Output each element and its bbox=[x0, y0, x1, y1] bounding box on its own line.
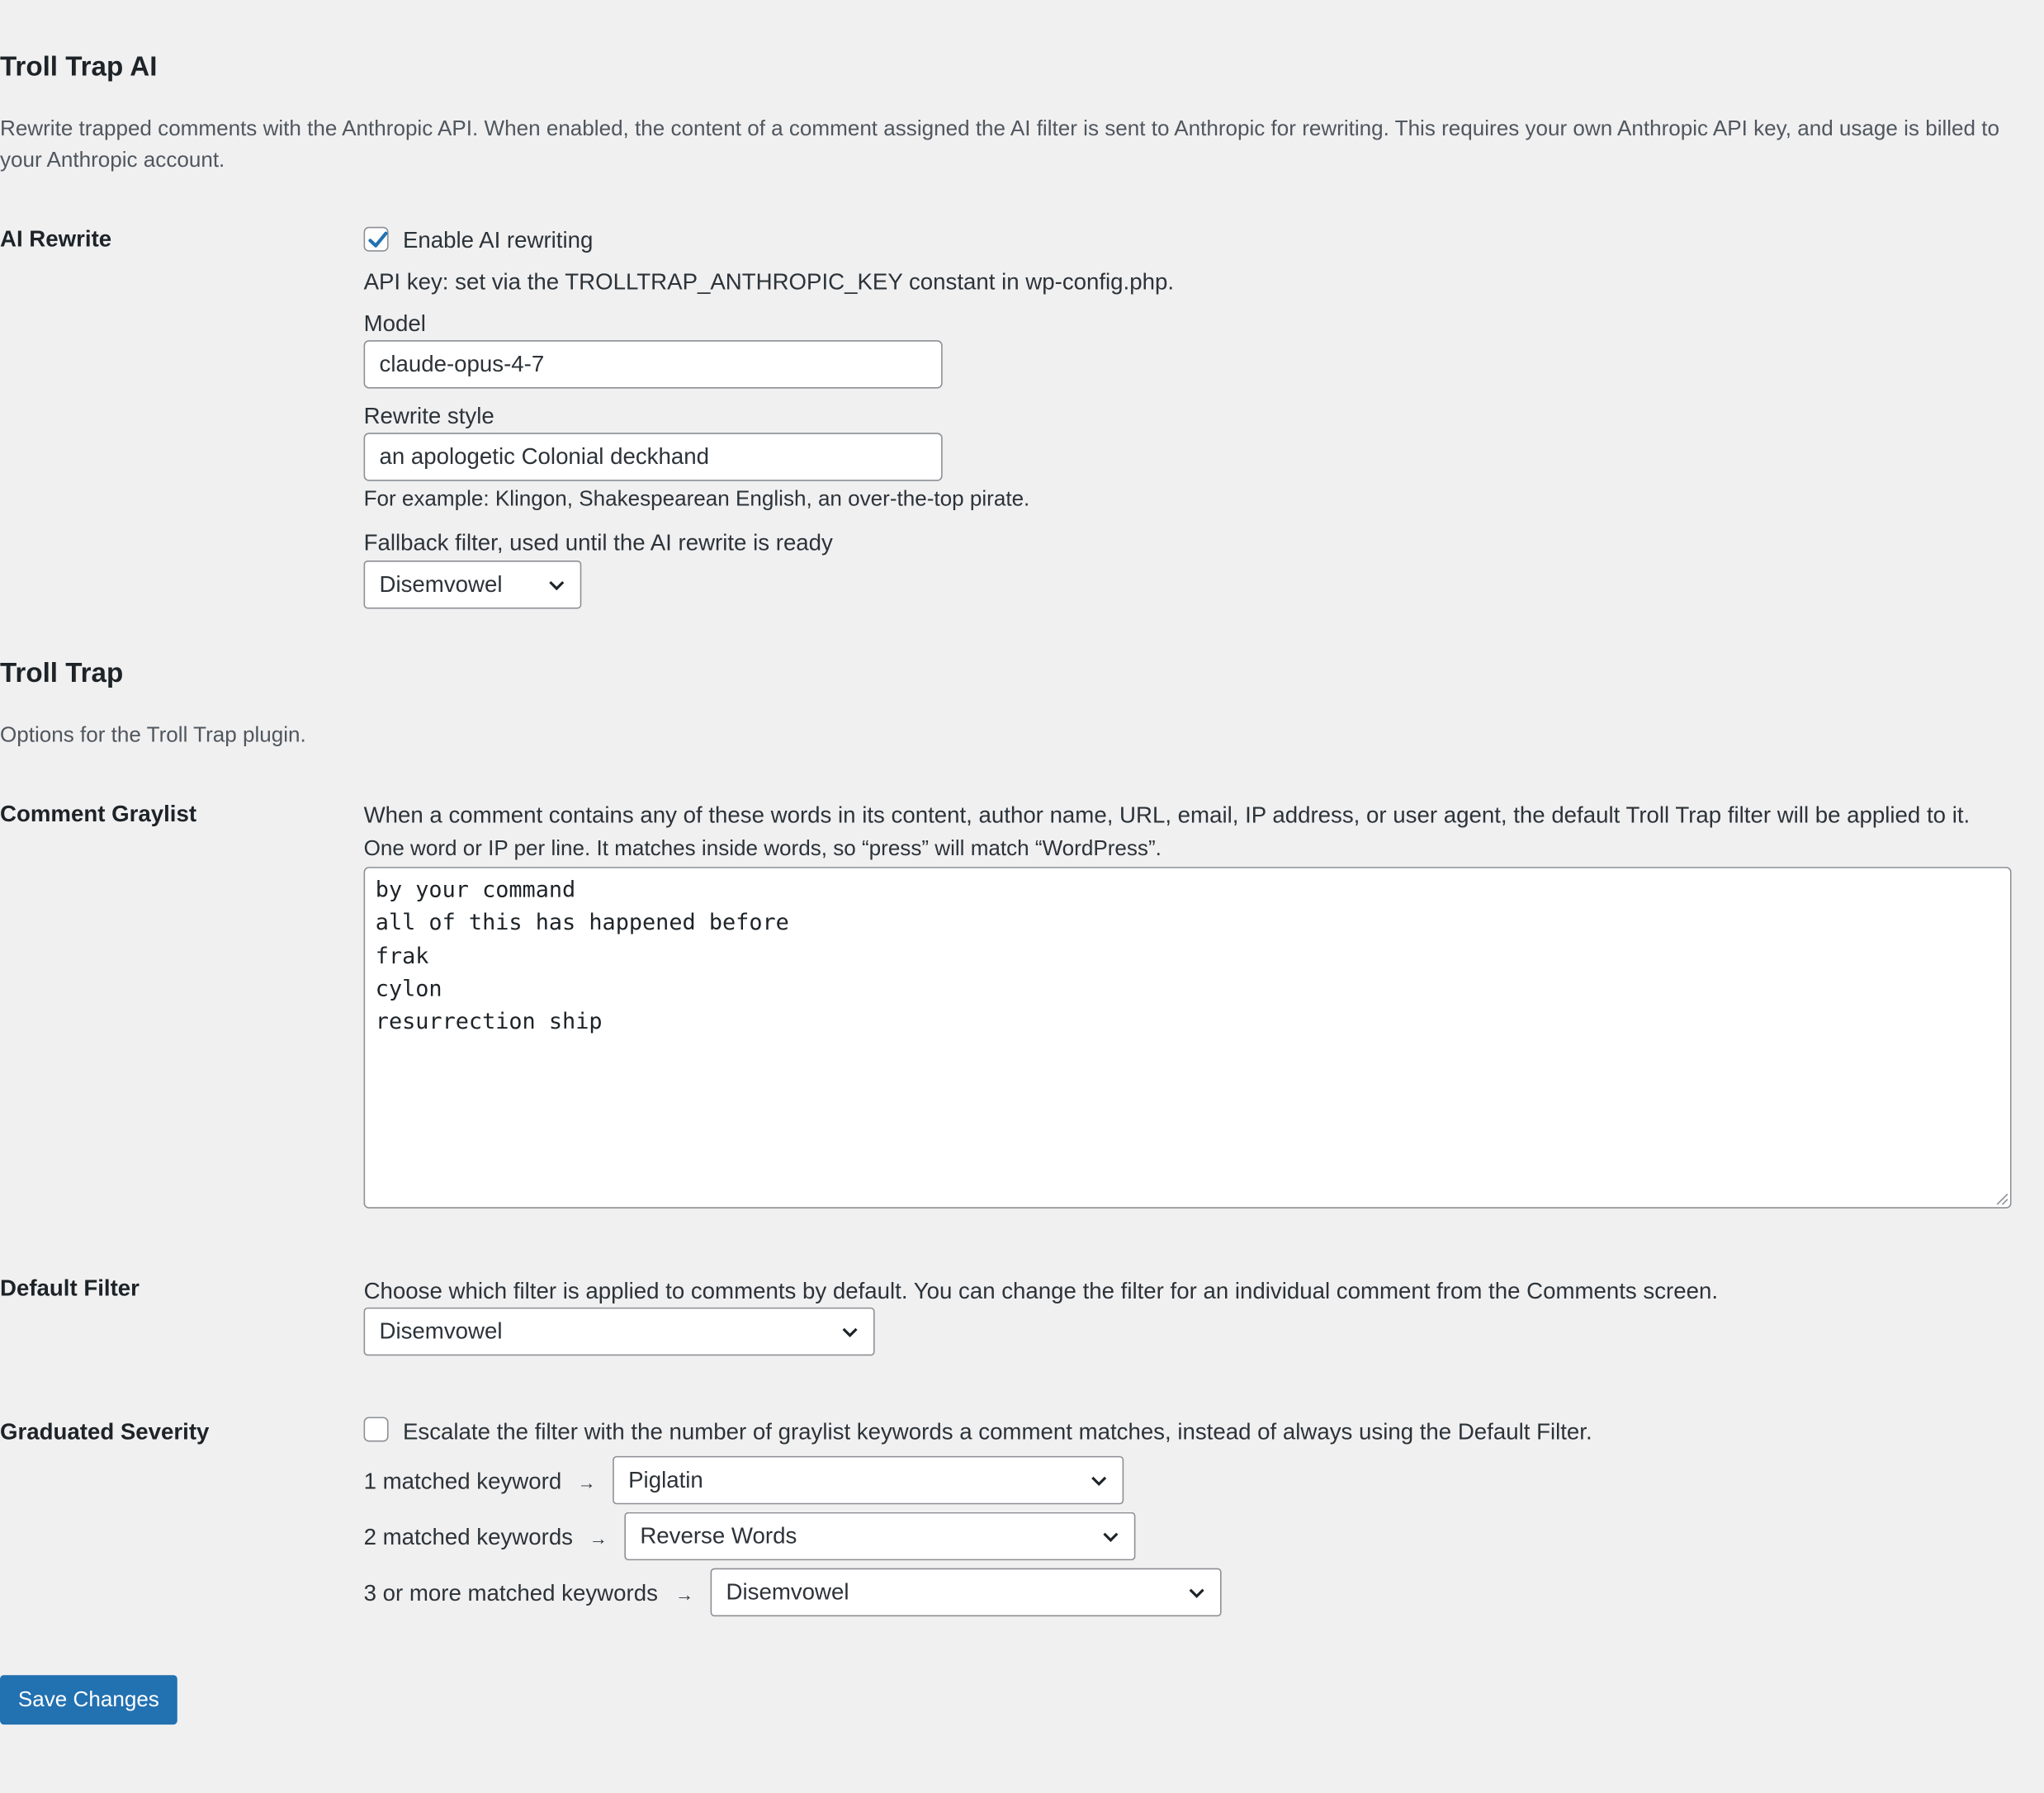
comment-graylist-label: Comment Graylist bbox=[0, 800, 197, 827]
level-3-value: Disemvowel bbox=[726, 1578, 849, 1605]
model-input[interactable]: claude-opus-4-7 bbox=[364, 340, 943, 388]
chevron-down-icon bbox=[1188, 1584, 1206, 1602]
level-1-select[interactable] bbox=[613, 1456, 1124, 1504]
ai-section-description: Rewrite trapped comments with the Anthropic API. When enabled, the content of a comment assigned the AI filter is sent to Anthropic for rewriting. This requires your own Anthropic API key, and usage is billed to your Anthropic account. bbox=[0, 117, 2000, 173]
main-section-description: Options for the Troll Trap plugin. bbox=[0, 723, 306, 747]
ai-rewrite-label: AI Rewrite bbox=[0, 225, 112, 252]
graylist-word: by your command bbox=[375, 877, 576, 904]
arrow-icon: → bbox=[674, 1583, 694, 1605]
rewrite-style-input[interactable]: an apologetic Colonial deckhand bbox=[364, 433, 943, 480]
chevron-down-icon bbox=[547, 576, 565, 594]
graduated-severity-checkbox-label[interactable]: Escalate the filter with the number of graylist keywords a comment matches, instead of always using the Default Filter. bbox=[402, 1418, 1592, 1445]
fallback-filter-value: Disemvowel bbox=[379, 570, 503, 598]
resize-handle-icon[interactable] bbox=[1994, 1191, 2009, 1205]
graylist-description-line1: When a comment contains any of these words in its content, author name, URL, email, IP address, or user agent, the default Troll Trap filter will be applied to it. bbox=[363, 802, 1971, 828]
graylist-word: frak bbox=[375, 943, 429, 970]
level-2-select[interactable] bbox=[624, 1512, 1135, 1560]
fallback-filter-select[interactable] bbox=[364, 561, 582, 608]
model-label: Model bbox=[363, 310, 426, 337]
graylist-description-line2: One word or IP per line. It matches inside words, so “press” will match “WordPress”. bbox=[363, 836, 1162, 861]
default-filter-value: Disemvowel bbox=[379, 1318, 503, 1345]
graduated-severity-checkbox[interactable] bbox=[364, 1417, 389, 1441]
ai-section-title: Troll Trap AI bbox=[0, 52, 158, 83]
rewrite-style-hint: For example: Klingon, Shakespearean English, an over-the-top pirate. bbox=[363, 487, 1030, 512]
chevron-down-icon bbox=[1090, 1472, 1108, 1490]
level-2-value: Reverse Words bbox=[640, 1522, 797, 1549]
level-3-label: 3 or more matched keywords bbox=[363, 1579, 658, 1606]
level-3-select[interactable] bbox=[711, 1568, 1222, 1616]
level-1-value: Piglatin bbox=[628, 1466, 703, 1493]
level-2-label: 2 matched keywords bbox=[363, 1523, 574, 1550]
arrow-icon: → bbox=[589, 1527, 608, 1549]
api-key-note: API key: set via the TROLLTRAP_ANTHROPIC_KEY constant in wp-config.php. bbox=[363, 268, 1175, 295]
graylist-word: resurrection ship bbox=[375, 1009, 603, 1036]
graylist-word: all of this has happened before bbox=[375, 910, 789, 937]
main-section-title: Troll Trap bbox=[0, 658, 124, 688]
rewrite-style-label: Rewrite style bbox=[363, 402, 494, 429]
chevron-down-icon bbox=[1101, 1528, 1119, 1546]
chevron-down-icon bbox=[841, 1323, 859, 1341]
save-changes-button[interactable]: Save Changes bbox=[0, 1675, 177, 1724]
default-filter-select[interactable] bbox=[364, 1308, 875, 1355]
graduated-severity-label: Graduated Severity bbox=[0, 1418, 210, 1445]
checkmark-icon bbox=[363, 225, 392, 253]
graylist-textarea[interactable] bbox=[364, 867, 2012, 1209]
graylist-word: cylon bbox=[375, 976, 442, 1003]
default-filter-description: Choose which filter is applied to comments by default. You can change the filter for an individual comment from the Comments screen. bbox=[363, 1277, 1719, 1304]
default-filter-label: Default Filter bbox=[0, 1275, 140, 1301]
level-1-label: 1 matched keyword bbox=[363, 1468, 562, 1494]
fallback-filter-label: Fallback filter, used until the AI rewrite is ready bbox=[363, 529, 833, 556]
enable-ai-rewriting-label[interactable]: Enable AI rewriting bbox=[402, 226, 594, 253]
arrow-icon: → bbox=[577, 1471, 596, 1493]
enable-ai-rewriting-checkbox[interactable] bbox=[364, 227, 389, 252]
